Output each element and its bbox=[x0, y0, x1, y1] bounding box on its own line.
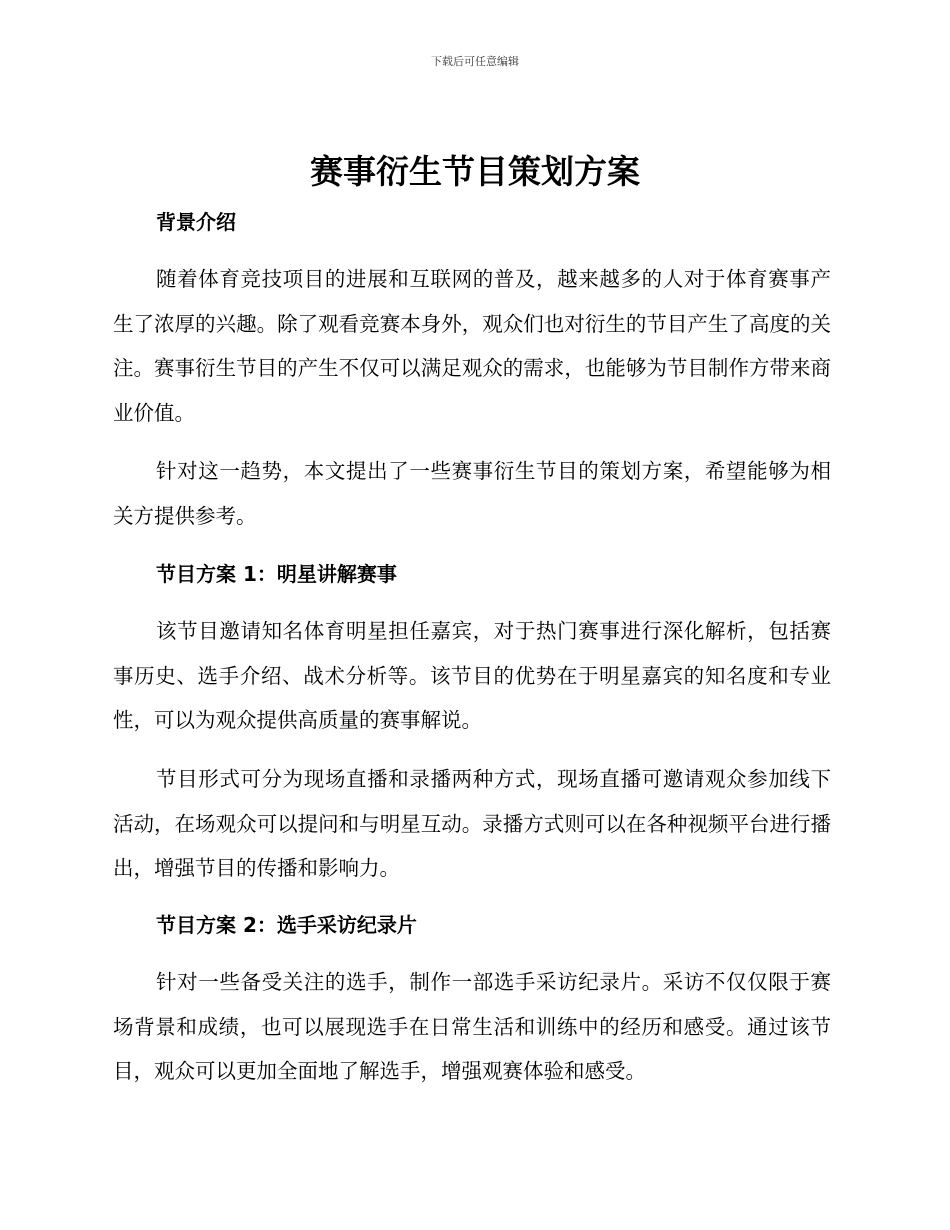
section-heading-plan-2: 节目方案 2：选手采访纪录片 bbox=[156, 913, 417, 937]
section-heading-plan-1: 节目方案 1：明星讲解赛事 bbox=[156, 562, 397, 586]
paragraph-plan-1-b: 节目形式可分为现场直播和录播两种方式，现场直播可邀请观众参加线下活动，在场观众可以提问和与明星互动。录播方式则可以在各种视频平台进行播出，增强节目的传播和影响力。 bbox=[113, 767, 831, 880]
document-title: 赛事衍生节目策划方案 bbox=[310, 152, 640, 191]
paragraph-plan-2-a: 针对一些备受关注的选手，制作一部选手采访纪录片。采访不仅仅限于赛场背景和成绩，也可以展现选手在日常生活和训练中的经历和感受。通过该节目，观众可以更加全面地了解选手，增强观赛体验和感受。 bbox=[113, 970, 831, 1083]
header-note: 下载后可任意编辑 bbox=[431, 55, 519, 68]
section-heading-background: 背景介绍 bbox=[156, 210, 236, 234]
paragraph-plan-1-a: 该节目邀请知名体育明星担任嘉宾，对于热门赛事进行深化解析，包括赛事历史、选手介绍、战术分析等。该节目的优势在于明星嘉宾的知名度和专业性，可以为观众提供高质量的赛事解说。 bbox=[113, 619, 831, 732]
paragraph-background-2: 针对这一趋势，本文提出了一些赛事衍生节目的策划方案，希望能够为相关方提供参考。 bbox=[113, 459, 831, 528]
paragraph-background-1: 随着体育竞技项目的进展和互联网的普及，越来越多的人对于体育赛事产生了浓厚的兴趣。除了观看竞赛本身外，观众们也对衍生的节目产生了高度的关注。赛事衍生节目的产生不仅可以满足观众的需求，也能够为节目制作方带来商业价值。 bbox=[113, 267, 831, 425]
